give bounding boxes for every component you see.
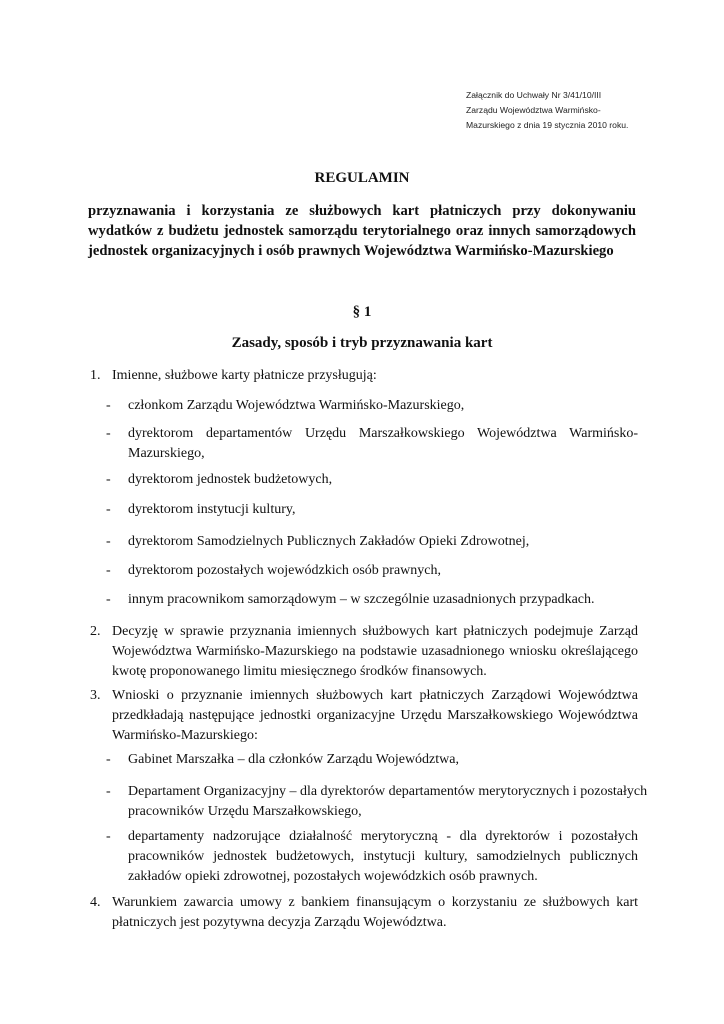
list-dash: - xyxy=(106,426,111,441)
list-dash: - xyxy=(106,752,111,767)
list-dash: - xyxy=(106,502,111,517)
point-line: płatniczych jest pozytywna decyzja Zarządu Województwa. xyxy=(112,915,447,930)
list-item-line: departamenty nadzorujące działalność merytoryczną - dla dyrektorów i pozostałych xyxy=(128,829,638,844)
list-item-line: dyrektorom jednostek budżetowych, xyxy=(128,472,333,487)
section-title: Zasady, sposób i tryb przyznawania kart xyxy=(231,335,493,351)
list-item-line: dyrektorom pozostałych wojewódzkich osób prawnych, xyxy=(128,563,441,578)
point-text xyxy=(112,366,638,386)
point-line: Decyzję w sprawie przyznania imiennych służbowych kart płatniczych podejmuje Zarząd xyxy=(112,624,638,639)
annex-line: Zarządu Województwa Warmińsko- xyxy=(466,105,601,115)
annex-note xyxy=(466,88,716,133)
list-item xyxy=(128,782,648,822)
point-text xyxy=(112,622,638,682)
section-number: § 1 xyxy=(352,304,372,320)
document-subtitle xyxy=(88,201,636,261)
list-dash: - xyxy=(106,592,111,607)
subtitle-line: wydatków z budżetu jednostek samorządu terytorialnego oraz innych samorządowych xyxy=(88,223,636,239)
document-title: REGULAMIN xyxy=(314,170,410,186)
list-item-line: Mazurskiego, xyxy=(128,446,205,461)
list-dash: - xyxy=(106,563,111,578)
point-line: przedkładają następujące jednostki organizacyjne Urzędu Marszałkowskiego Województwa xyxy=(112,708,638,723)
point-line: kwotę proponowanego limitu miesięcznego środków finansowych. xyxy=(112,664,487,679)
list-item xyxy=(128,590,638,610)
list-item-line: członkom Zarządu Województwa Warmińsko-Mazurskiego, xyxy=(128,398,465,413)
list-item-line: dyrektorom instytucji kultury, xyxy=(128,502,296,517)
list-dash: - xyxy=(106,472,111,487)
list-item-line: zakładów opieki zdrowotnej, pozostałych wojewódzkich osób prawnych. xyxy=(128,869,538,884)
point-line: Warmińsko-Mazurskiego: xyxy=(112,728,258,743)
list-item xyxy=(128,470,638,490)
list-item xyxy=(128,500,638,520)
subtitle-line: przyznawania i korzystania ze służbowych kart płatniczych przy dokonywaniu xyxy=(88,203,636,219)
point-line: Województwa Warmińsko-Mazurskiego na podstawie uzasadnionego wniosku określającego xyxy=(112,644,638,659)
list-item-line: Gabinet Marszałka – dla członków Zarządu Województwa, xyxy=(128,752,459,767)
list-item-line: innym pracownikom samorządowym – w szczególnie uzasadnionych przypadkach. xyxy=(128,592,595,607)
list-item-line: Departament Organizacyjny – dla dyrektorów departamentów merytorycznych i pozostałych xyxy=(128,784,648,799)
list-item xyxy=(128,750,638,770)
list-item xyxy=(128,827,638,887)
point-line: Warunkiem zawarcia umowy z bankiem finansującym o korzystaniu ze służbowych kart xyxy=(112,895,638,910)
list-item-line: pracowników jednostek budżetowych, instytucji kultury, samodzielnych publicznych xyxy=(128,849,638,864)
point-text xyxy=(112,686,638,746)
annex-line: Załącznik do Uchwały Nr 3/41/10/III xyxy=(466,90,602,100)
point-line: Imienne, służbowe karty płatnicze przysługują: xyxy=(112,368,377,383)
list-item-line: pracowników Urzędu Marszałkowskiego, xyxy=(128,804,362,819)
point-number: 2. xyxy=(90,624,101,639)
list-item-line: dyrektorom Samodzielnych Publicznych Zakładów Opieki Zdrowotnej, xyxy=(128,534,530,549)
point-number: 4. xyxy=(90,895,101,910)
point-number: 3. xyxy=(90,688,101,703)
point-text xyxy=(112,893,638,933)
list-dash: - xyxy=(106,829,111,844)
list-item xyxy=(128,396,638,416)
list-dash: - xyxy=(106,784,111,799)
list-dash: - xyxy=(106,398,111,413)
point-line: Wnioski o przyznanie imiennych służbowych kart płatniczych Zarządowi Województwa xyxy=(112,688,638,703)
list-item xyxy=(128,561,638,581)
list-item xyxy=(128,532,638,552)
list-item-line: dyrektorom departamentów Urzędu Marszałkowskiego Województwa Warmińsko- xyxy=(128,426,638,441)
list-item xyxy=(128,424,638,464)
subtitle-line: jednostek organizacyjnych i osób prawnych Województwa Warmińsko-Mazurskiego xyxy=(88,243,614,259)
annex-line: Mazurskiego z dnia 19 stycznia 2010 roku. xyxy=(466,120,629,130)
point-number: 1. xyxy=(90,368,101,383)
list-dash: - xyxy=(106,534,111,549)
